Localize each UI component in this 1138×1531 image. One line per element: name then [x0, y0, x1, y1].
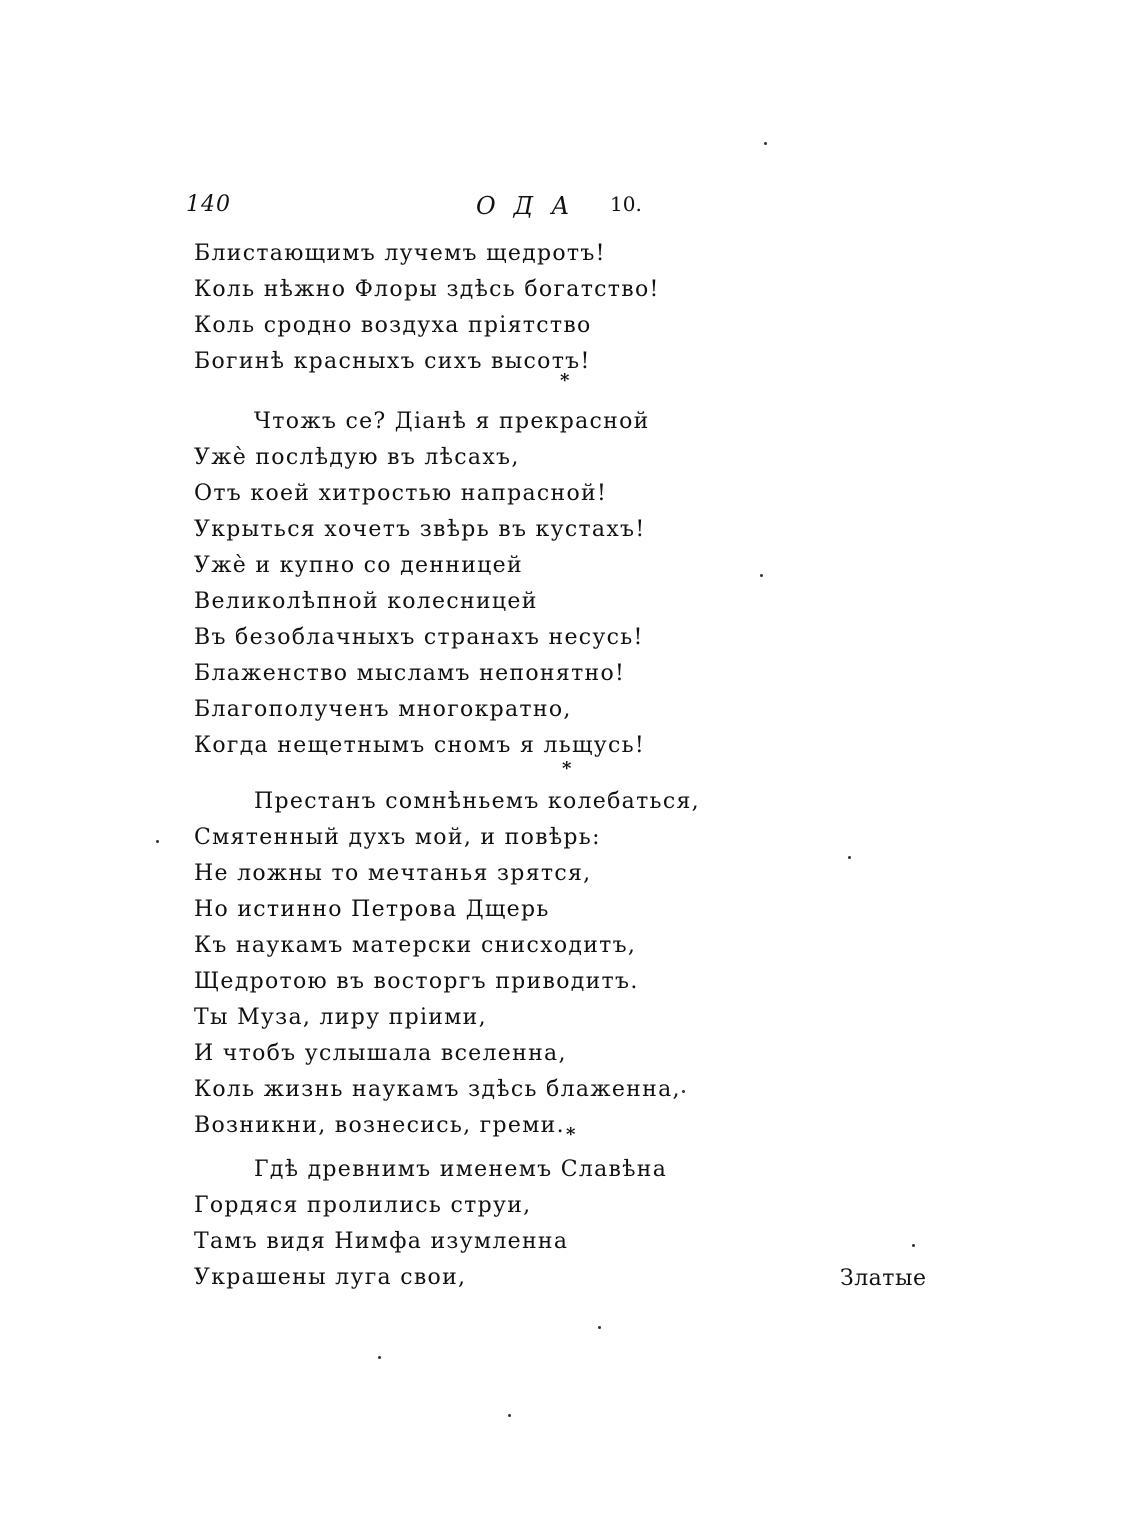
stanza-2 — [194, 404, 714, 764]
poem-line: Укрыться хочетъ звѣрь въ кустахъ! — [194, 517, 646, 542]
poem-line: Ты Муза, лиру пріими, — [194, 1005, 487, 1030]
poem-line: Щедротою въ восторгъ приводитъ. — [194, 969, 639, 994]
scan-speck — [682, 1090, 685, 1093]
stanza-separator-star: * — [566, 1124, 576, 1145]
poem-line: Блистающимъ лучемъ щедротъ! — [194, 241, 606, 266]
poem-line: Блаженство мысламъ непонятно! — [194, 661, 626, 686]
poem-line: Тамъ видя Нимфа изумленна — [194, 1229, 569, 1254]
poem-line: Не ложны то мечтанья зрятся, — [194, 861, 592, 886]
page-header — [186, 192, 656, 226]
poem-line: И чтобъ услышала вселенна, — [194, 1041, 567, 1066]
catchword: Златые — [840, 1266, 927, 1291]
poem-line: Престанъ сомнѣньемъ колебаться, — [254, 789, 700, 814]
poem-line: Ужѐ послѣдую въ лѣсахъ, — [194, 445, 520, 470]
ode-number: 10. — [610, 192, 642, 216]
scan-speck — [760, 574, 763, 577]
poem-line: Но истинно Петрова Дщерь — [194, 897, 550, 922]
scan-speck — [378, 1356, 381, 1359]
poem-line: Смятенный духъ мой, и повѣрь: — [194, 825, 601, 850]
running-title: ОДА — [476, 192, 588, 220]
scan-speck — [848, 856, 851, 859]
scan-speck — [508, 1414, 511, 1417]
stanza-3 — [194, 784, 714, 1144]
poem-line: Благополученъ многократно, — [194, 697, 572, 722]
scan-speck — [598, 1326, 601, 1329]
poem-line: Возникни, вознесись, греми. — [194, 1113, 565, 1138]
poem-line: Ужѐ и купно со денницей — [194, 553, 523, 578]
poem-line: Когда нещетнымъ сномъ я льщусь! — [194, 733, 646, 758]
stanza-1 — [194, 236, 714, 380]
page-number: 140 — [186, 192, 231, 217]
poem-line: Гордяся пролились струи, — [194, 1193, 532, 1218]
poem-line: Коль нѣжно Флоры здѣсь богатство! — [194, 277, 660, 302]
stanza-4 — [194, 1152, 714, 1296]
stanza-separator-star: * — [562, 758, 572, 779]
poem-line: Великолѣпной колесницей — [194, 589, 538, 614]
poem-line: Богинѣ красныхъ сихъ высотъ! — [194, 349, 591, 374]
stanza-separator-star: * — [560, 370, 570, 391]
poem-line: Въ безоблачныхъ странахъ несусь! — [194, 625, 644, 650]
poem-line: Гдѣ древнимъ именемъ Славѣна — [254, 1157, 668, 1182]
scan-speck — [156, 840, 159, 843]
poem-line: Къ наукамъ матерски снисходитъ, — [194, 933, 637, 958]
scan-speck — [764, 142, 767, 145]
poem-line: Чтожъ се? Діанѣ я прекрасной — [254, 409, 650, 434]
poem-line: Коль жизнь наукамъ здѣсь блаженна, — [194, 1077, 681, 1102]
poem-line: Украшены луга свои, — [194, 1265, 467, 1290]
scan-speck — [912, 1244, 915, 1247]
poem-line: Отъ коей хитростью напрасной! — [194, 481, 608, 506]
poem-line: Коль сродно воздуха пріятство — [194, 313, 592, 338]
